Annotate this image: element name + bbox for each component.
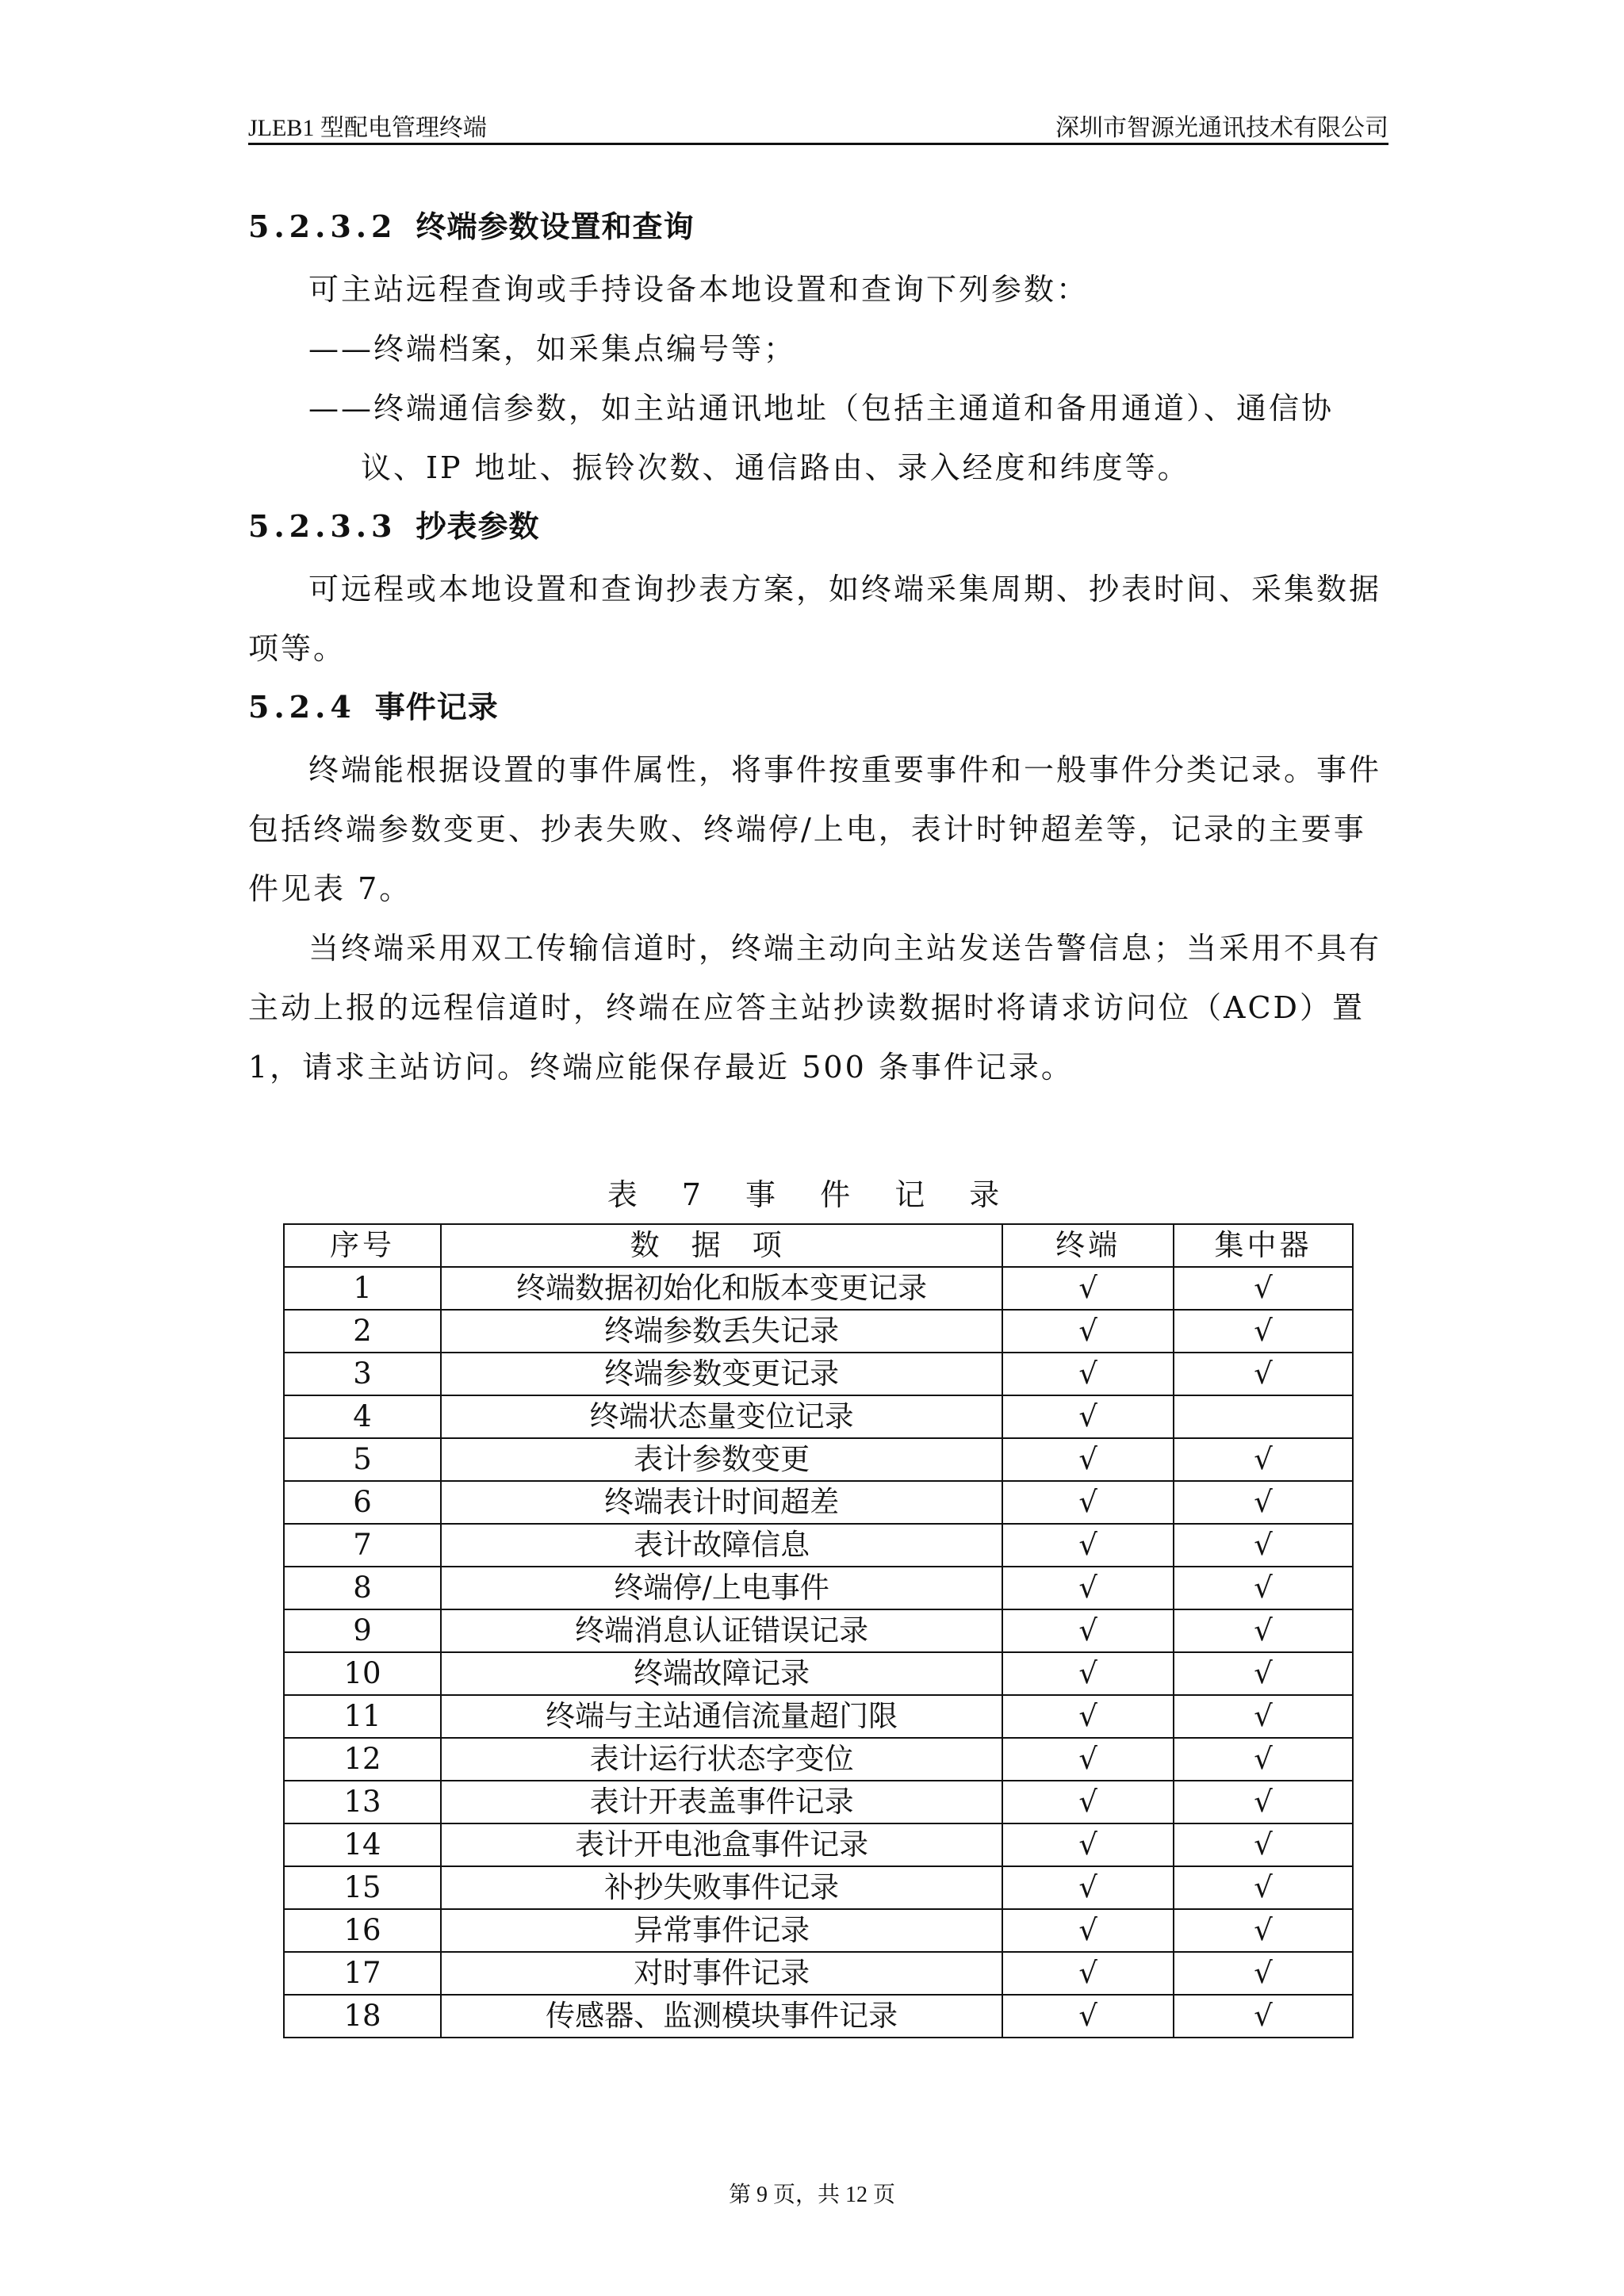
cell-concentrator: √ bbox=[1174, 1866, 1353, 1909]
cell-concentrator: √ bbox=[1174, 1567, 1353, 1609]
cell-item: 表计运行状态字变位 bbox=[441, 1738, 1002, 1781]
table-row bbox=[284, 1310, 1353, 1353]
cell-terminal: √ bbox=[1002, 1952, 1174, 1995]
main-content bbox=[248, 208, 1390, 1097]
table-row bbox=[284, 1567, 1353, 1609]
cell-item: 异常事件记录 bbox=[441, 1909, 1002, 1952]
cell-item: 终端故障记录 bbox=[441, 1652, 1002, 1695]
cell-no: 1 bbox=[284, 1267, 441, 1310]
cell-item: 终端参数丢失记录 bbox=[441, 1310, 1002, 1353]
cell-item: 终端状态量变位记录 bbox=[441, 1395, 1002, 1438]
event-record-table bbox=[283, 1223, 1354, 2038]
cell-item: 终端参数变更记录 bbox=[441, 1353, 1002, 1395]
table-row bbox=[284, 1267, 1353, 1310]
table-row bbox=[284, 1823, 1353, 1866]
section-title: 抄表参数 bbox=[416, 508, 540, 544]
header-product-name: JLEB1 型配电管理终端 bbox=[248, 115, 487, 141]
cell-no: 7 bbox=[284, 1524, 441, 1567]
table-row bbox=[284, 1866, 1353, 1909]
cell-no: 4 bbox=[284, 1395, 441, 1438]
cell-terminal: √ bbox=[1002, 1395, 1174, 1438]
cell-concentrator: √ bbox=[1174, 1781, 1353, 1823]
table-row bbox=[284, 1609, 1353, 1652]
cell-concentrator: √ bbox=[1174, 1267, 1353, 1310]
cell-terminal: √ bbox=[1002, 1310, 1174, 1353]
cell-terminal: √ bbox=[1002, 1866, 1174, 1909]
cell-terminal: √ bbox=[1002, 1652, 1174, 1695]
cell-terminal: √ bbox=[1002, 1353, 1174, 1395]
table-row bbox=[284, 1353, 1353, 1395]
cell-no: 13 bbox=[284, 1781, 441, 1823]
cell-item: 补抄失败事件记录 bbox=[441, 1866, 1002, 1909]
list-item: ——终端档案，如采集点编号等； bbox=[308, 331, 797, 366]
cell-concentrator: √ bbox=[1174, 1995, 1353, 2038]
section-number: 5.2.3.2 bbox=[248, 209, 397, 244]
table-row bbox=[284, 1438, 1353, 1481]
header-concentrator: 集中器 bbox=[1174, 1224, 1353, 1267]
cell-no: 17 bbox=[284, 1952, 441, 1995]
table-row bbox=[284, 1781, 1353, 1823]
paragraph: 可主站远程查询或手持设备本地设置和查询下列参数： bbox=[308, 272, 1090, 307]
cell-terminal: √ bbox=[1002, 1609, 1174, 1652]
cell-no: 11 bbox=[284, 1695, 441, 1738]
cell-terminal: √ bbox=[1002, 1524, 1174, 1567]
cell-no: 3 bbox=[284, 1353, 441, 1395]
cell-terminal: √ bbox=[1002, 1995, 1174, 2038]
section-title: 终端参数设置和查询 bbox=[416, 209, 695, 244]
cell-concentrator: √ bbox=[1174, 1695, 1353, 1738]
list-item-continuation: 议、IP 地址、振铃次数、通信路由、录入经度和纬度等。 bbox=[361, 450, 1190, 485]
header-no: 序号 bbox=[284, 1224, 441, 1267]
table-row bbox=[284, 1481, 1353, 1524]
cell-item: 表计参数变更 bbox=[441, 1438, 1002, 1481]
cell-concentrator bbox=[1174, 1395, 1353, 1438]
header-terminal: 终端 bbox=[1002, 1224, 1174, 1267]
section-title: 事件记录 bbox=[374, 689, 499, 725]
cell-item: 传感器、监测模块事件记录 bbox=[441, 1995, 1002, 2038]
table-row bbox=[284, 1695, 1353, 1738]
cell-terminal: √ bbox=[1002, 1823, 1174, 1866]
cell-terminal: √ bbox=[1002, 1481, 1174, 1524]
cell-terminal: √ bbox=[1002, 1781, 1174, 1823]
cell-concentrator: √ bbox=[1174, 1609, 1353, 1652]
cell-concentrator: √ bbox=[1174, 1438, 1353, 1481]
paragraph: 可远程或本地设置和查询抄表方案，如终端采集周期、抄表时间、采集数据项等。 bbox=[248, 572, 1382, 666]
table-row bbox=[284, 1995, 1353, 2038]
section-heading-5233 bbox=[248, 507, 1390, 545]
cell-no: 12 bbox=[284, 1738, 441, 1781]
cell-concentrator: √ bbox=[1174, 1652, 1353, 1695]
cell-item: 表计开表盖事件记录 bbox=[441, 1781, 1002, 1823]
section-number: 5.2.4 bbox=[248, 689, 356, 725]
cell-item: 终端数据初始化和版本变更记录 bbox=[441, 1267, 1002, 1310]
section-number: 5.2.3.3 bbox=[248, 508, 397, 544]
cell-no: 14 bbox=[284, 1823, 441, 1866]
table-row bbox=[284, 1652, 1353, 1695]
cell-item: 终端与主站通信流量超门限 bbox=[441, 1695, 1002, 1738]
cell-item: 表计开电池盒事件记录 bbox=[441, 1823, 1002, 1866]
cell-terminal: √ bbox=[1002, 1438, 1174, 1481]
cell-terminal: √ bbox=[1002, 1567, 1174, 1609]
cell-item: 终端消息认证错误记录 bbox=[441, 1609, 1002, 1652]
paragraph: 终端能根据设置的事件属性，将事件按重要事件和一般事件分类记录。事件包括终端参数变更、抄表失败、终端停/上电，表计时钟超差等，记录的主要事件见表 7。 bbox=[248, 752, 1382, 906]
table-row bbox=[284, 1909, 1353, 1952]
table-row bbox=[284, 1395, 1353, 1438]
section-heading-524 bbox=[248, 688, 1390, 726]
cell-no: 15 bbox=[284, 1866, 441, 1909]
cell-item: 终端停/上电事件 bbox=[441, 1567, 1002, 1609]
header-company-name: 深圳市智源光通讯技术有限公司 bbox=[1055, 115, 1388, 141]
cell-terminal: √ bbox=[1002, 1267, 1174, 1310]
paragraph: 当终端采用双工传输信道时，终端主动向主站发送告警信息；当采用不具有主动上报的远程信道时，终端在应答主站抄读数据时将请求访问位（ACD）置 1，请求主站访问。终端应能保存最近 500 条事件记录。 bbox=[248, 931, 1382, 1085]
list-item: ——终端通信参数，如主站通讯地址（包括主通道和备用通道）、通信协 bbox=[308, 391, 1335, 426]
cell-concentrator: √ bbox=[1174, 1524, 1353, 1567]
table-row bbox=[284, 1524, 1353, 1567]
cell-concentrator: √ bbox=[1174, 1823, 1353, 1866]
cell-concentrator: √ bbox=[1174, 1909, 1353, 1952]
section-heading-5232 bbox=[248, 208, 1390, 246]
cell-no: 8 bbox=[284, 1567, 441, 1609]
table-row bbox=[284, 1952, 1353, 1995]
cell-no: 5 bbox=[284, 1438, 441, 1481]
cell-concentrator: √ bbox=[1174, 1481, 1353, 1524]
cell-no: 6 bbox=[284, 1481, 441, 1524]
cell-terminal: √ bbox=[1002, 1738, 1174, 1781]
table-header-row bbox=[284, 1224, 1353, 1267]
cell-no: 9 bbox=[284, 1609, 441, 1652]
cell-concentrator: √ bbox=[1174, 1738, 1353, 1781]
cell-item: 对时事件记录 bbox=[441, 1952, 1002, 1995]
cell-item: 表计故障信息 bbox=[441, 1524, 1002, 1567]
cell-concentrator: √ bbox=[1174, 1353, 1353, 1395]
cell-no: 2 bbox=[284, 1310, 441, 1353]
table-caption: 表 7 事 件 记 录 bbox=[607, 1177, 1017, 1212]
cell-terminal: √ bbox=[1002, 1909, 1174, 1952]
cell-no: 16 bbox=[284, 1909, 441, 1952]
cell-item: 终端表计时间超差 bbox=[441, 1481, 1002, 1524]
header-item: 数据项 bbox=[441, 1224, 1002, 1267]
cell-concentrator: √ bbox=[1174, 1952, 1353, 1995]
page-footer: 第 9 页，共 12 页 bbox=[728, 2183, 895, 2207]
cell-terminal: √ bbox=[1002, 1695, 1174, 1738]
page-header bbox=[248, 105, 1388, 145]
cell-concentrator: √ bbox=[1174, 1310, 1353, 1353]
table-row bbox=[284, 1738, 1353, 1781]
cell-no: 10 bbox=[284, 1652, 441, 1695]
cell-no: 18 bbox=[284, 1995, 441, 2038]
